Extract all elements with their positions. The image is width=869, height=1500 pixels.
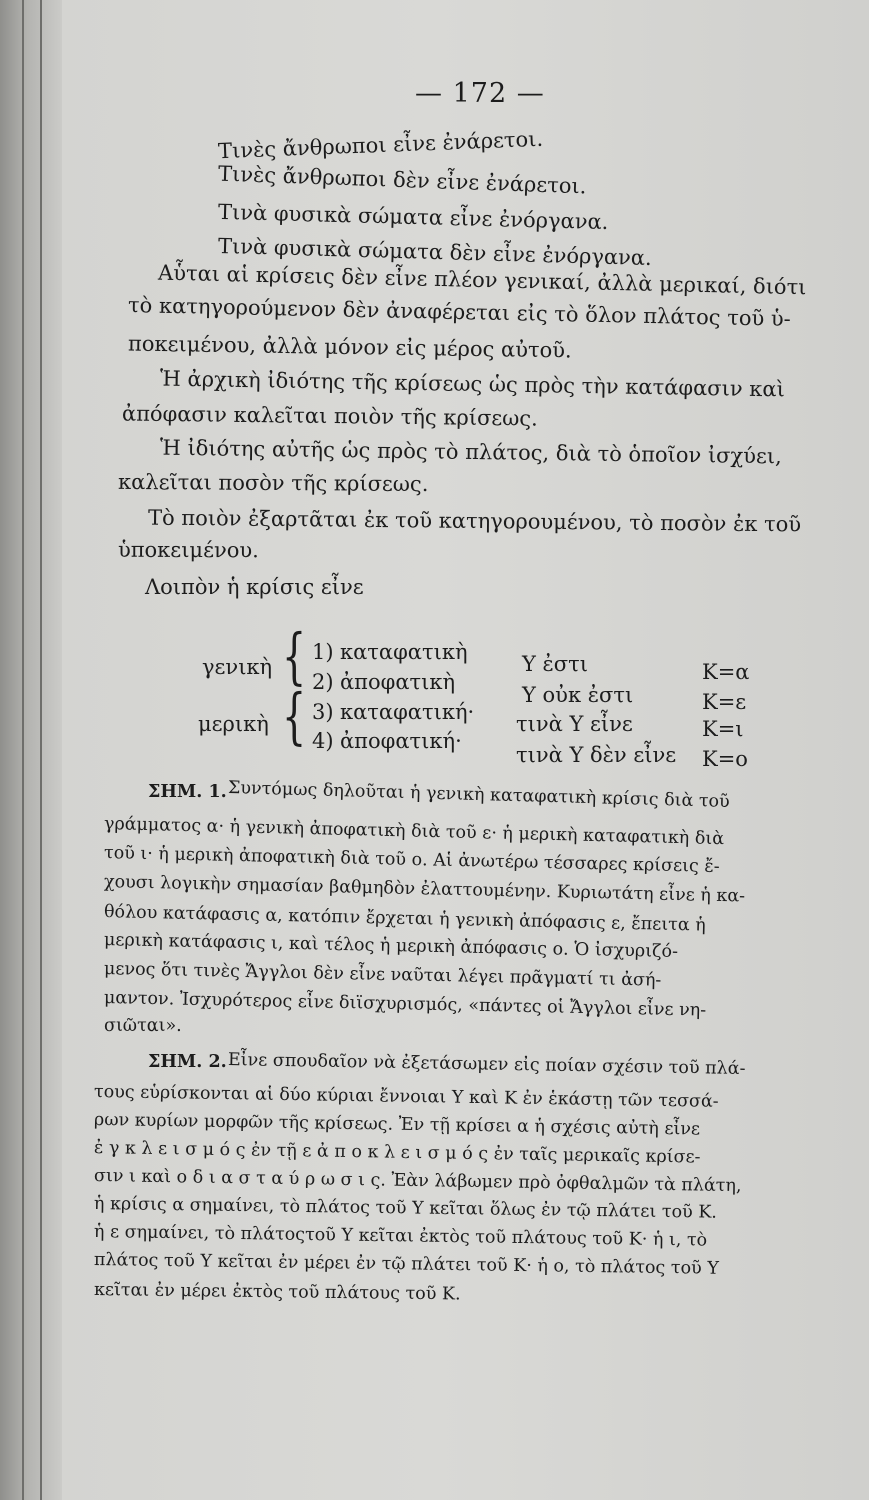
note-line: Συντόμως δηλοῦται ἡ γενικὴ καταφατικὴ κρίσις διὰ τοῦ xyxy=(227,778,730,813)
brace-mark: { xyxy=(282,680,307,752)
body-line: ποκειμένου, ἀλλὰ μόνον εἰς μέρος αὐτοῦ. xyxy=(127,331,572,363)
note-line: θόλου κατάφασις α, κατόπιν ἔρχεται ἡ γενικὴ ἀπόφασις ε, ἔπειτα ἡ xyxy=(103,902,706,936)
note-line: τους εὑρίσκονται αἱ δύο κύριαι ἔννοιαι Υ καὶ Κ ἐν ἑκάστῃ τῶν τεσσά- xyxy=(93,1082,719,1112)
note-line: Εἶνε σπουδαῖον νὰ ἐξετάσωμεν εἰς ποίαν σχέσιν τοῦ πλά- xyxy=(227,1050,746,1080)
brace-mark: { xyxy=(282,620,307,692)
row-form: τινὰ Υ δὲν εἶνε xyxy=(516,743,677,767)
row-code: Κ=ε xyxy=(702,690,747,714)
note-label: ΣΗΜ. 2. xyxy=(148,1052,227,1072)
body-line: Τὸ ποιὸν ἐξαρτᾶται ἐκ τοῦ κατηγορουμένου, τὸ ποσὸν ἐκ τοῦ xyxy=(147,505,802,537)
body-line: Ἡ ἰδιότης αὐτῆς ὡς πρὸς τὸ πλάτος, διὰ τὸ ὁποῖον ἰσχύει, xyxy=(159,435,782,469)
row-form: Υ ἐστι xyxy=(522,652,588,676)
body-line: Τινὲς ἄνθρωποι εἶνε ἐνάρετοι. xyxy=(217,126,544,164)
note-line: ἡ κρίσις α σημαίνει, τὸ πλάτος τοῦ Υ κεῖται ὅλως ἐν τῷ πλάτει τοῦ Κ. xyxy=(93,1194,718,1223)
body-line: Ἡ ἀρχικὴ ἰδιότης τῆς κρίσεως ὡς πρὸς τὴν κατάφασιν καὶ xyxy=(159,366,786,402)
note-line: γράμματος α· ἡ γενικὴ ἀποφατικὴ διὰ τοῦ ε· ἡ μερικὴ καταφατικὴ διὰ xyxy=(103,814,725,850)
body-line: ὑποκειμένου. xyxy=(117,537,259,563)
note-line: σιν ι καὶ ο δ ι α σ τ α ύ ρ ω σ ι ς. Ἐὰν λάβωμεν πρὸ ὀφθαλμῶν τὰ πλάτη, xyxy=(93,1166,742,1197)
row-code: Κ=ι xyxy=(702,717,744,741)
row-code: Κ=ο xyxy=(702,747,748,771)
body-line: ἀπόφασιν καλεῖται ποιὸν τῆς κρίσεως. xyxy=(121,401,538,431)
page-number: — 172 — xyxy=(415,78,545,109)
note-line: σιῶται». xyxy=(104,1016,182,1036)
note-line: κεῖται ἐν μέρει ἐκτὸς τοῦ πλάτους τοῦ Κ. xyxy=(93,1280,461,1305)
note-line: ἡ ε σημαίνει, τὸ πλάτοςτοῦ Υ κεῖται ἐκτὸς τοῦ πλάτους τοῦ Κ· ἡ ι, τὸ xyxy=(93,1222,708,1251)
body-line: τὸ κατηγορούμενον δὲν ἀναφέρεται εἰς τὸ ὅλον πλάτος τοῦ ὑ- xyxy=(127,293,792,331)
note-line: μενος ὅτι τινὲς Ἄγγλοι δὲν εἶνε ναῦται λέγει πρᾶγματί τι ἀσή- xyxy=(103,959,662,991)
note-line: τοῦ ι· ἡ μερικὴ ἀποφατικὴ διὰ τοῦ ο. Αἱ ἀνωτέρω τέσσαρες κρίσεις ἔ- xyxy=(103,843,720,877)
spine-fold-line xyxy=(40,0,42,1500)
row-code: Κ=α xyxy=(702,660,750,684)
row-kind: ἀποφατικὴ xyxy=(340,670,456,694)
note-line: πλάτος τοῦ Υ κεῖται ἐν μέρει ἐν τῷ πλάτει τοῦ Κ· ἡ ο, τὸ πλάτος τοῦ Υ xyxy=(93,1250,719,1279)
body-line: Τινὰ φυσικὰ σώματα δὲν εἶνε ἐνόργανα. xyxy=(217,233,653,271)
note-line: μαντον. Ἰσχυρότερος εἶνε διϊσχυρισμός, «πάντες οἱ Ἄγγλοι εἶνε νη- xyxy=(103,988,707,1021)
row-number: 1) xyxy=(312,640,334,664)
row-form: Υ οὐκ ἐστι xyxy=(522,683,634,707)
group-label: μερικὴ xyxy=(198,712,269,736)
body-line: καλεῖται ποσὸν τῆς κρίσεως. xyxy=(117,469,429,497)
spine-fold-line xyxy=(22,0,24,1500)
body-line: Λοιπὸν ἡ κρίσις εἶνε xyxy=(145,575,364,599)
row-form: τινὰ Υ εἶνε xyxy=(516,712,633,736)
row-number: 4) xyxy=(312,729,334,753)
body-line: Τινὲς ἄνθρωποι δὲν εἶνε ἐνάρετοι. xyxy=(217,161,587,199)
row-kind: ἀποφατική· xyxy=(340,729,462,753)
row-kind: καταφατική· xyxy=(340,700,475,724)
note-line: ἐ γ κ λ ε ι σ μ ό ς ἐν τῇ ε ἀ π ο κ λ ε ι σ μ ό ς ἐν ταῖς μερικαῖς κρίσε- xyxy=(93,1138,701,1168)
book-spine xyxy=(0,0,62,1500)
row-number: 3) xyxy=(312,700,334,724)
note-line: μερικὴ κατάφασις ι, καὶ τέλος ἡ μερικὴ ἀπόφασις ο. Ὁ ἰσχυριζό- xyxy=(103,930,679,963)
group-label: γενικὴ xyxy=(202,655,273,679)
note-line: χουσι λογικὴν σημασίαν βαθμηδὸν ἐλαττουμένην. Κυριωτάτη εἶνε ἡ κα- xyxy=(103,872,746,907)
row-kind: καταφατικὴ xyxy=(340,640,468,664)
body-line: Τινὰ φυσικὰ σώματα εἶνε ἐνόργανα. xyxy=(217,199,609,235)
note-line: ρων κυρίων μορφῶν τῆς κρίσεως. Ἐν τῇ κρίσει α ἡ σχέσις αὐτὴ εἶνε xyxy=(93,1110,701,1140)
row-number: 2) xyxy=(312,670,334,694)
note-label: ΣΗΜ. 1. xyxy=(148,782,227,802)
body-line: Αὗται αἱ κρίσεις δὲν εἶνε πλέον γενικαί, ἀλλὰ μερικαί, διότι xyxy=(157,260,807,300)
